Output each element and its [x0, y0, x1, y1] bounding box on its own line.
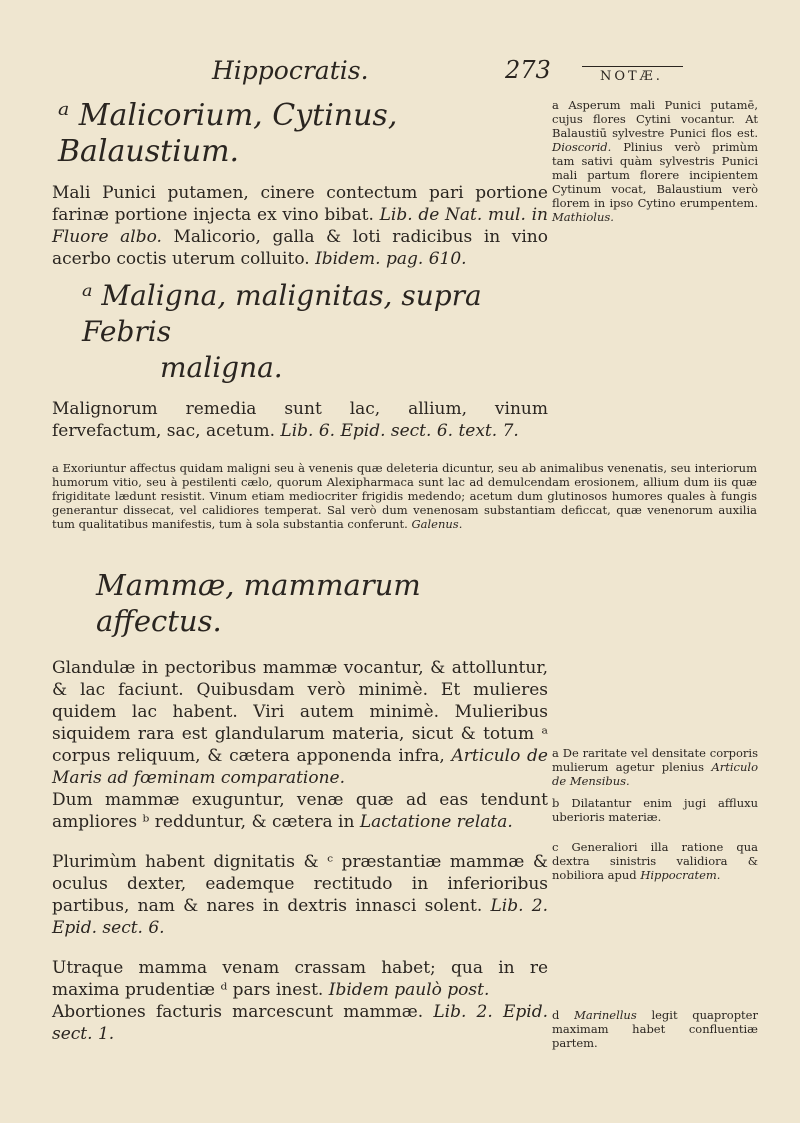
paragraph: Glandulæ in pectoribus mammæ vocantur, & attolluntur, & lac faciunt. Quibusdam verò minimè. Et mulieres quidem lac habent. Viri autem minimè. Mulieribus siquidem rara est glandularum materia, sicut & totum ᵃ corpus reliquum, & cætera apponenda infra, Articulo de Maris ad fœminam comparatione.	[52, 658, 548, 788]
reference: Articulo de Maris ad fœminam comparatione.	[52, 746, 548, 788]
note-a-raritate: a De raritate vel densitate corporis mulierum agetur plenius Articulo de Mensibus.	[552, 746, 758, 788]
paragraph: Plurimùm habent dignitatis & ᶜ præstantiæ mammæ & oculus dexter, eademque rectitudo in inferioribus partibus, nam & nares in dextris innasci solent. Lib. 2. Epid. sect. 6.	[52, 852, 548, 938]
paragraph: Malignorum remedia sunt lac, allium, vinum fervefactum, sac, acetum. Lib. 6. Epid. sect. 6. text. 7.	[52, 399, 548, 441]
reference: Lib. 2. Epid. sect. 1.	[52, 1002, 548, 1044]
heading-mammae: Mammæ, mammarum affectus.	[96, 568, 421, 638]
wide-footnote: a Exoriuntur affectus quidam maligni seu à venenis quæ deleteria dicuntur, seu ab animalibus venenatis, seu interiorum humorum vitio, seu à pestilenti cælo, quorum Alexipharmaca sunt lac ad demulcendam erosionem, allium dum iis quæ frigiditate lædunt resistit. Vinum etiam mediocriter frigidis medendo; acetum dum glutinosos humores quales à fungis generantur dissecat, vel calidiores temperat. Sal verò dum venenosam substantiam deficcat, quæ venenorum auxilia tum qualitatibus manifestis, tum à sola substantia conferunt. Galenus.	[52, 461, 757, 531]
notes-label: NOTÆ.	[582, 66, 683, 84]
running-head: Hippocratis.	[212, 56, 369, 85]
heading-maligna: ᵃ Maligna, malignitas, supra Febris maligna.	[82, 279, 482, 384]
heading-malicorium: ᵃ Malicorium, Cytinus, Balaustium.	[58, 98, 398, 169]
page-number: 273	[505, 56, 551, 84]
note-b: b Dilatantur enim jugi affluxu uberioris materiæ.	[552, 796, 758, 824]
reference: Lib. 6. Epid. sect. 6. text. 7.	[280, 421, 519, 441]
reference: Lib. de Nat. mul. in Fluore albo.	[52, 205, 548, 247]
note-c: c Generaliori illa ratione qua dextra sinistris validiora & nobiliora apud Hippocratem.	[552, 840, 758, 882]
paragraph: Dum mammæ exuguntur, venæ quæ ad eas tendunt ampliores ᵇ redduntur, & cætera in Lactatione relata.	[52, 790, 548, 832]
reference: Ibidem. pag. 610.	[315, 249, 467, 269]
reference: Ibidem paulò post.	[328, 980, 490, 1000]
paragraph: Utraque mamma venam crassam habet; qua in re maxima prudentiæ ᵈ pars inest. Ibidem paulò post.	[52, 958, 548, 1000]
note-a: a Asperum mali Punici putamē, cujus flores Cytini vocantur. At Balaustiū sylvestre Punici flos est. Dioscorid. Plinius verò primùm tam sativi quàm sylvestris Punici mali partum florere incipientem Cytinum vocat, Balaustium verò florem in ipso Cytino erumpentem. Mathiolus.	[552, 98, 758, 224]
main-column-lower	[52, 567, 548, 1045]
main-column	[52, 98, 548, 442]
paragraph: Abortiones facturis marcescunt mammæ. Lib. 2. Epid. sect. 1.	[52, 1002, 548, 1044]
note-d: d Marinellus legit quapropter maximam habet confluentiæ partem.	[552, 1008, 758, 1050]
paragraph: Mali Punici putamen, cinere contectum pari portione farinæ portione injecta ex vino bibat. Lib. de Nat. mul. in Fluore albo. Malicorio, galla & loti radicibus in vino acerbo coctis uterum colluito. Ibidem. pag. 610.	[52, 183, 548, 269]
reference: Lactatione relata.	[359, 812, 513, 832]
reference: Galenus.	[411, 517, 463, 531]
reference: Lib. 2. Epid. sect. 6.	[52, 896, 548, 938]
page-header	[0, 48, 800, 88]
